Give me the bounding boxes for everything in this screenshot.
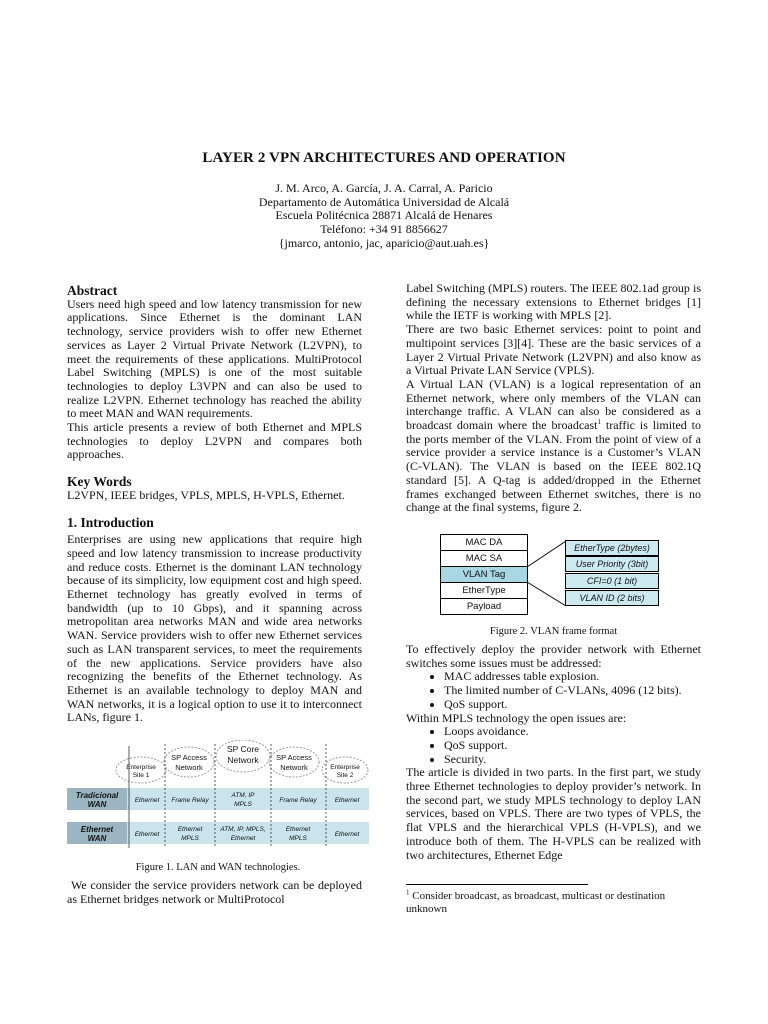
frame-mac-sa: MAC SA [440,550,528,567]
svg-text:WAN: WAN [87,800,107,809]
svg-text:Enterprise: Enterprise [126,764,156,771]
cloud-enterprise-site-1 [116,757,166,783]
svg-text:Ethernet: Ethernet [134,797,160,804]
right-paragraph-3: A Virtual LAN (VLAN) is a logical representation of an Ethernet network, where only members of the VLAN can interchange traffic. A VLAN can also be considered as a broadcast domain where the broadcast$^1$ traffic is limited to the ports member of the VLAN. From the point of view of a service provider a service instance is a Customer’s VLAN (C-VLAN). The VLAN is based on the IEEE 802.1Q standard [5]. A Q-tag is added/dropped in the Ethernet frames exchanged between Ethernet switches, there is no change at the final systems, figure 2. [406,376,701,515]
svg-text:Frame Relay: Frame Relay [279,797,317,804]
keywords-text: L2VPN, IEEE bridges, VPLS, MPLS, H-VPLS, Ethernet. [67,487,345,502]
frame-payload: Payload [440,598,528,615]
tag-ethertype: EtherType (2bytes) [565,540,659,556]
svg-text:MPLS: MPLS [181,835,199,842]
svg-text:Enterprise: Enterprise [330,764,360,771]
tag-vlan-id: VLAN ID (2 bits) [565,590,659,606]
svg-text:ATM, IP: ATM, IP [231,792,255,799]
svg-text:Ethernet: Ethernet [230,835,256,842]
svg-text:Network: Network [280,763,308,772]
footnote-rule [406,884,588,885]
authors: J. M. Arco, A. García, J. A. Carral, A. Paricio [275,181,493,195]
svg-text:SP Access: SP Access [276,753,312,762]
paper-title: LAYER 2 VPN ARCHITECTURES AND OPERATION [202,150,566,166]
list-item: • Loops avoidance. [444,725,701,739]
frame-vlan-tag: VLAN Tag [440,566,528,583]
frame-mac-da: MAC DA [440,534,528,551]
svg-text:Ethernet: Ethernet [177,826,203,833]
list-item: • Security. [444,753,701,767]
svg-text:Ethernet: Ethernet [334,831,360,838]
list-item: • QoS support. [444,698,701,712]
svg-text:SP Core: SP Core [227,744,259,754]
right-column-bottom [406,643,701,862]
cloud-sp-access-2 [269,747,319,777]
list-item: • The limited number of C-VLANs, 4096 (12 bits). [444,684,701,698]
keywords-heading: Key Words [67,474,132,490]
svg-text:Site 1: Site 1 [132,772,150,779]
right-column-top [406,282,701,515]
figure-1-diagram [67,740,369,852]
frame-ethertype: EtherType [440,582,528,599]
svg-text:Network: Network [227,755,259,765]
svg-text:Site 2: Site 2 [336,772,354,779]
right-paragraph-2: There are two basic Ethernet services: point to point and multipoint services [3][4]. These are the basic services of a Layer 2 Virtual Private Network (L2VPN) and also know as a Virtual Private LAN Service (VPLS). [406,322,701,378]
abstract-paragraph-2: This article presents a review of both Ethernet and MPLS technologies to deploy L2VPN and compares both approaches. [67,420,362,462]
svg-text:Frame Relay: Frame Relay [171,797,209,804]
row2-label: Ethernet [80,825,114,834]
left-column-bottom [67,879,362,906]
abstract-heading: Abstract [67,283,118,298]
cloud-sp-access-1 [164,747,214,777]
list-item: • MAC addresses table explosion. [444,670,701,684]
cloud-enterprise-site-2 [322,757,368,783]
emails: {jmarco, antonio, jac, aparicio@aut.uah.es} [278,235,490,250]
svg-text:WAN: WAN [87,834,107,843]
svg-text:MPLS: MPLS [234,801,252,808]
svg-text:MPLS: MPLS [289,835,307,842]
figure-1-caption: Figure 1. LAN and WAN technologies. [135,862,301,873]
footnote: $^1$ Consider broadcast, as broadcast, multicast or destination unknown [406,888,666,915]
svg-text:Ethernet: Ethernet [134,831,160,838]
figure-2-caption: Figure 2. VLAN frame format [489,626,618,637]
right-paragraph-4: To effectively deploy the provider network with Ethernet switches some issues must be addressed: [406,642,701,670]
right-paragraph-5: Within MPLS technology the open issues are: [406,710,627,725]
intro-heading: 1. Introduction [67,514,154,530]
author-block [0,182,768,251]
ethernet-issues-list [406,670,701,711]
phone: Teléfono: +34 91 8856627 [320,222,448,237]
left-column [67,284,362,725]
svg-text:Network: Network [175,763,203,772]
vlan-tag-expansion-lines [526,534,568,620]
right-paragraph-1: Label Switching (MPLS) routers. The IEEE 802.1ad group is defining the necessary extensions to Ethernet bridges [1] while the IETF is working with MPLS [2]. [406,281,701,323]
intro-paragraph-2: We consider the service providers network can be deployed as Ethernet bridges network or MultiProtocol [67,878,362,906]
department: Departamento de Automática Universidad de Alcalá [258,194,510,209]
figure-2-diagram [440,534,690,620]
intro-paragraph-1: Enterprises are using new applications that require high speed and low latency transmission to increase productivity and reduce costs. Ethernet is the dominant LAN technology because of its simplicity, low equipment cost and high speed. Ethernet technology has greatly evolved in terms of bandwidth (up to 10 Gbps), and it spanning across metropolitan area networks MAN and wide area networks WAN. Service providers wish to offer new Ethernet services such as LAN transparent services, to meet the requirements of the new applications. Service providers have also recognizing the benefits of the Ethernet technology. As Ethernet is an available technology to deploy MAN and WAN networks, it is a logical option to use it to interconnect LANs, figure 1. [67,532,362,725]
school: Escuela Politécnica 28871 Alcalá de Henares [275,208,493,223]
tag-user-priority: User Priority (3bit) [565,556,659,572]
list-item: • QoS support. [444,739,701,753]
svg-text:Ethernet: Ethernet [334,797,360,804]
tag-cfi: CFI=0 (1 bit) [565,573,659,589]
cloud-sp-core [216,740,270,772]
svg-text:SP Access: SP Access [171,753,207,762]
svg-text:ATM, IP, MPLS,: ATM, IP, MPLS, [220,826,266,833]
right-paragraph-6: The article is divided in two parts. In the first part, we study three Ethernet technologies to deploy provider’s network. In the second part, we study MPLS technology to deploy LAN services, based on VPLS. There are two types of VPLS, the flat VPLS and the hierarchical VPLS (H-VPLS), and we introduce both of them. The H-VPLS can be realized with two architectures, Ethernet Edge [406,765,701,862]
mpls-issues-list [406,725,701,766]
row1-label: Tradicional [75,791,119,800]
abstract-paragraph-1: Users need high speed and low latency transmission for new applications. Since Ethernet is the dominant LAN technology, service providers wish to offer new Ethernet services as Layer 2 Virtual Private Network (L2VPN), to meet the requirements of these applications. MultiProtocol Label Switching (MPLS) is one of the most suitable technologies to deploy L3VPN and can also be used to realize L2VPN. Ethernet technology has reached the ability to meet MAN and WAN requirements. [67,296,362,421]
svg-text:Ethernet: Ethernet [285,826,311,833]
